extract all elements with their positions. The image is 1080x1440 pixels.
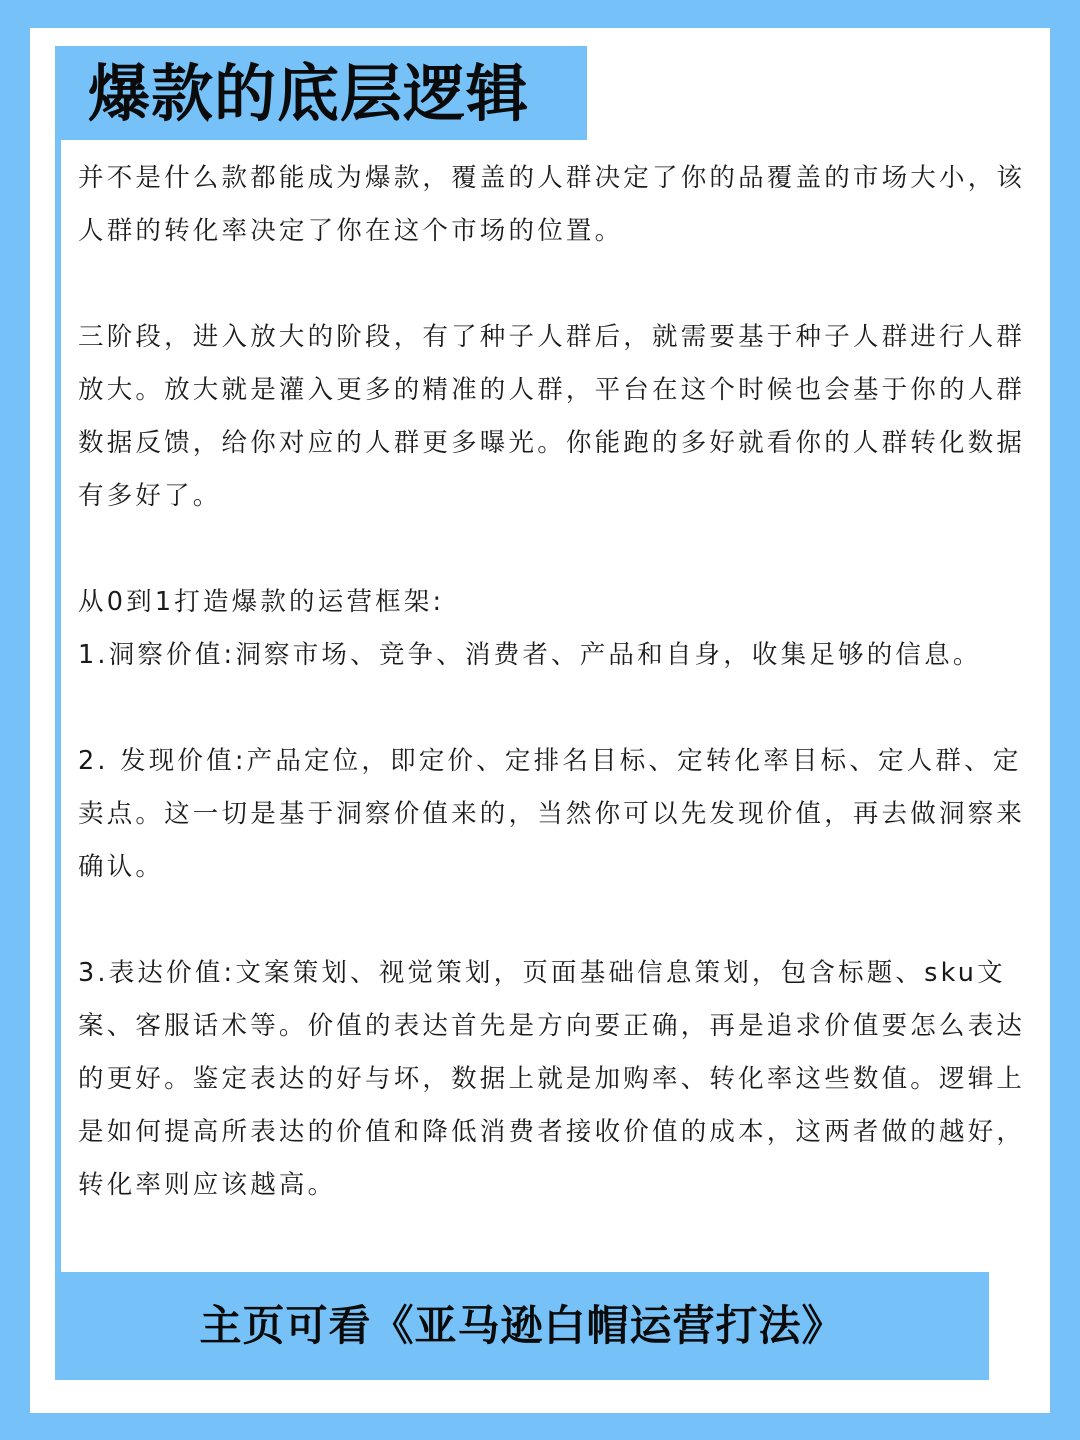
- framework-item-2: 2. 发现价值:产品定位，即定价、定排名目标、定转化率目标、定人群、定卖点。这一切是基于洞察价值来的，当然你可以先发现价值，再去做洞察来确认。: [78, 746, 1026, 882]
- paragraph-gap: [78, 682, 1028, 735]
- framework-item-3: 3.表达价值:文案策划、视觉策划，页面基础信息策划，包含标题、sku文案、客服话术等。价值的表达首先是方向要正确，再是追求价值要怎么表达的更好。鉴定表达的好与坏，数据上就是加购率、转化率这些数值。逻辑上是如何提高所表达的价值和降低消费者接收价值的成本，这两者做的越好，转化率则应该越高。: [78, 958, 1026, 1200]
- article-body: [78, 152, 1028, 1212]
- footer-banner: [55, 1272, 989, 1380]
- paragraph-intro: 并不是什么款都能成为爆款，覆盖的人群决定了你的品覆盖的市场大小，该人群的转化率决定了你在这个市场的位置。: [78, 163, 1026, 246]
- paragraph-gap: [78, 258, 1028, 311]
- paragraph-stage-three: 三阶段，进入放大的阶段，有了种子人群后，就需要基于种子人群进行人群放大。放大就是灌入更多的精准的人群，平台在这个时候也会基于你的人群数据反馈，给你对应的人群更多曝光。你能跑的多好就看你的人群转化数据有多好了。: [78, 322, 1026, 511]
- paragraph-gap: [78, 523, 1028, 576]
- framework-heading: 从0到1打造爆款的运营框架:: [78, 587, 445, 617]
- left-accent-strip: [55, 46, 61, 1380]
- footer-text: 主页可看《亚马逊白帽运营打法》: [199, 1301, 845, 1350]
- page-title: 爆款的底层逻辑: [88, 57, 530, 130]
- framework-item-1: 1.洞察价值:洞察市场、竞争、消费者、产品和自身，收集足够的信息。: [78, 640, 982, 670]
- paragraph-gap: [78, 894, 1028, 947]
